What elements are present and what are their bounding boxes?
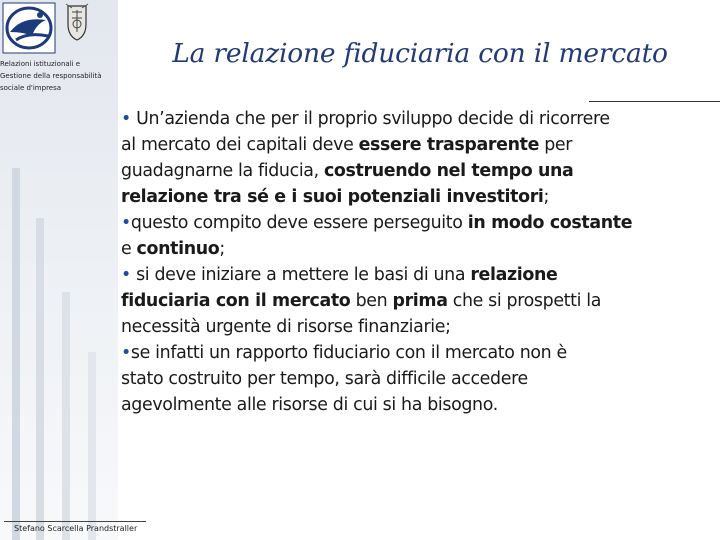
bullet-icon: • [121,265,137,285]
department-label [0,58,112,94]
body-text: ben [350,291,393,311]
bullet-icon: • [121,213,131,233]
body-text: necessità urgente di risorse finanziarie; [121,317,451,337]
footer-divider [4,521,146,522]
body-line [121,210,717,236]
department-line-3: sociale d'impresa [0,84,62,92]
emphasis-text: in modo costante [467,213,633,233]
body-line [121,340,717,366]
coat-of-arms-icon [64,2,90,42]
footer-author: Stefano Scarcella Prandstraller [14,524,138,533]
body-text: se infatti un rapporto fiduciario con il mercato non è [130,343,567,363]
body-text: questo compito deve essere perseguito [130,213,468,233]
slide-title: La relazione fiduciaria con il mercato [172,38,668,69]
emphasis-text: relazione [470,265,558,285]
bar-3 [62,292,70,540]
body-line [121,262,717,288]
body-text: per [539,135,573,155]
title-underline [589,101,720,102]
body-line [121,158,717,184]
body-line [121,106,717,132]
bar-2 [36,218,44,540]
department-line-1: Relazioni istituzionali e [0,60,81,68]
body-text: e [121,239,137,259]
body-line [121,132,717,158]
body-text: guadagnarne la fiducia, [121,161,324,181]
emphasis-text: essere trasparente [358,135,540,155]
body-line [121,314,717,340]
emphasis-text: fiduciaria con il mercato [121,291,351,311]
slide-body [121,106,717,418]
bar-1 [12,168,20,540]
body-text: che si prospetti la [447,291,602,311]
body-text: si deve iniziare a mettere le basi di una [136,265,471,285]
department-line-2: Gestione della responsabilità [0,72,102,80]
body-line [121,392,717,418]
body-line [121,366,717,392]
body-text: ; [219,239,225,259]
sidebar [0,0,118,540]
body-line [121,288,717,314]
body-text: ; [543,187,550,207]
emphasis-text: continuo [136,239,220,259]
body-text: stato costruito per tempo, sarà difficile accedere [121,369,528,389]
body-line [121,236,717,262]
bar-4 [88,352,96,540]
body-text: Un’azienda che per il proprio sviluppo decide di ricorrere [136,109,610,129]
bullet-icon: • [121,109,137,129]
emphasis-text: prima [392,291,448,311]
body-line [121,184,717,210]
bullet-icon: • [121,343,131,363]
body-text: al mercato dei capitali deve [121,135,359,155]
emphasis-text: costruendo nel tempo una [323,161,574,181]
emphasis-text: relazione tra sé e i suoi potenziali investitori [121,187,544,207]
university-logo-icon [2,2,56,54]
body-text: agevolmente alle risorse di cui si ha bisogno. [121,395,498,415]
